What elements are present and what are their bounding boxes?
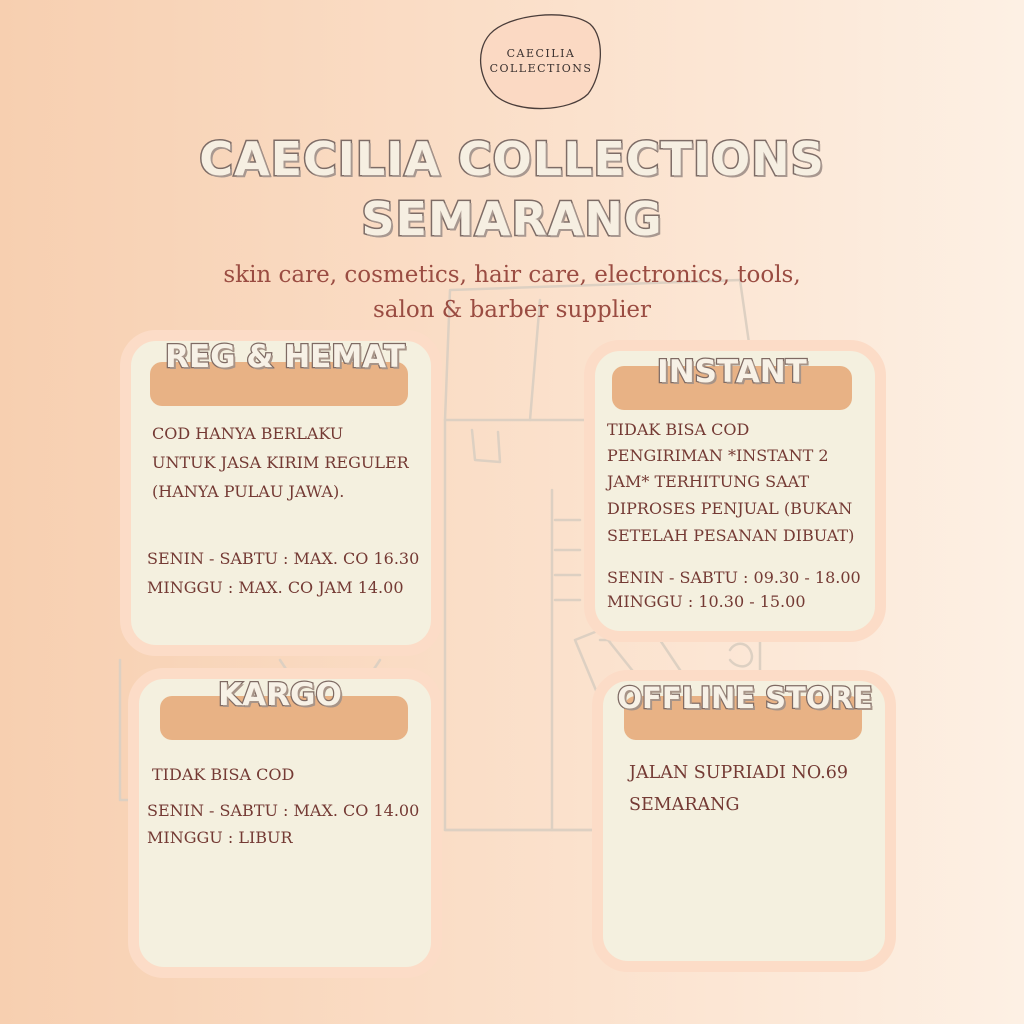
card-offline-store-heading: OFFLINE STORE bbox=[617, 681, 873, 715]
card-instant-line-3: JAM* TERHITUNG SAAT bbox=[607, 472, 809, 491]
card-reg-hemat-line-2: UNTUK JASA KIRIM REGULER bbox=[152, 453, 409, 472]
card-kargo-line-1: TIDAK BISA COD bbox=[152, 765, 295, 784]
card-instant-line-4: DIPROSES PENJUAL (BUKAN bbox=[607, 499, 853, 518]
page-title-line1: CAECILIA COLLECTIONS bbox=[199, 132, 825, 186]
card-kargo-heading: KARGO bbox=[218, 677, 342, 713]
card-offline-store-line-2: SEMARANG bbox=[629, 795, 740, 815]
card-kargo-hours-2: MINGGU : LIBUR bbox=[147, 828, 293, 847]
card-reg-hemat-line-3: (HANYA PULAU JAWA). bbox=[152, 482, 345, 501]
card-reg-hemat-line-1: COD HANYA BERLAKU bbox=[152, 424, 344, 443]
card-instant-line-5: SETELAH PESANAN DIBUAT) bbox=[607, 526, 855, 545]
card-kargo-hours-1: SENIN - SABTU : MAX. CO 14.00 bbox=[147, 801, 420, 820]
subtitle-line1: skin care, cosmetics, hair care, electronics, tools, bbox=[223, 262, 801, 288]
card-instant-line-1: TIDAK BISA COD bbox=[607, 420, 750, 439]
card-reg-hemat-hours-1: SENIN - SABTU : MAX. CO 16.30 bbox=[147, 549, 420, 568]
logo-text: CAECILIA COLLECTIONS bbox=[489, 47, 593, 75]
card-instant-heading: INSTANT bbox=[657, 354, 807, 390]
card-reg-hemat-heading: REG & HEMAT bbox=[165, 339, 405, 375]
card-reg-hemat-hours-2: MINGGU : MAX. CO JAM 14.00 bbox=[147, 578, 404, 597]
card-instant-hours-1: SENIN - SABTU : 09.30 - 18.00 bbox=[607, 568, 861, 587]
card-instant-hours-2: MINGGU : 10.30 - 15.00 bbox=[607, 592, 806, 611]
subtitle-line2: salon & barber supplier bbox=[372, 297, 652, 323]
brand-logo bbox=[478, 12, 604, 112]
page-title-line2: SEMARANG bbox=[361, 192, 663, 246]
card-offline-store-line-1: JALAN SUPRIADI NO.69 bbox=[629, 763, 848, 783]
card-instant-line-2: PENGIRIMAN *INSTANT 2 bbox=[607, 446, 829, 465]
